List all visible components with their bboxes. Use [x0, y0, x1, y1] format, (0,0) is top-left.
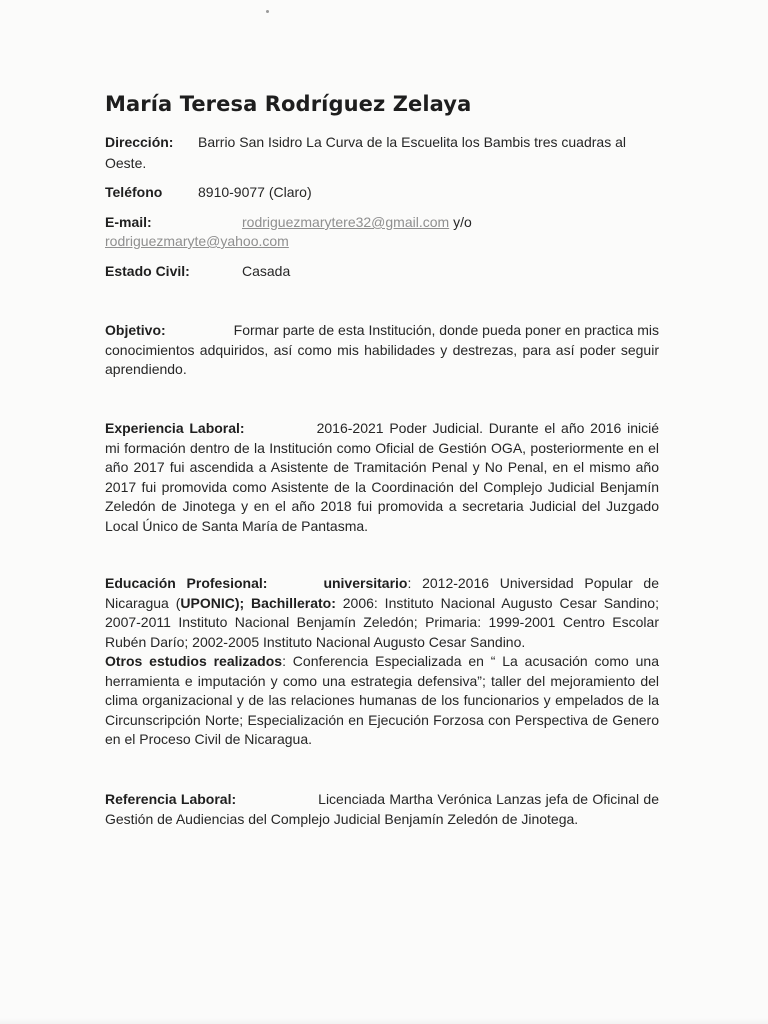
education-university-label: universitario: [323, 575, 408, 591]
reference-label: Referencia Laboral:: [105, 791, 237, 807]
scan-speck: [266, 10, 269, 13]
phone-label: Teléfono: [105, 184, 163, 200]
email-secondary-row: [105, 232, 289, 252]
education-bachillerato-label: ; Bachillerato:: [239, 594, 336, 611]
education-label: Educación Profesional:: [105, 575, 268, 591]
address-label: Dirección:: [105, 134, 174, 150]
experience-section: [105, 419, 659, 536]
reference-text: Licenciada Martha Verónica Lanzas jefa de Oficinal de Gestión de Audiencias del Complejo Judicial Benjamín Zeledón de Jinotega.: [105, 791, 659, 827]
experience-label: Experiencia Laboral:: [105, 420, 245, 436]
objective-section: [105, 321, 659, 380]
email-label: E-mail:: [105, 214, 152, 230]
experience-text: 2016-2021 Poder Judicial. Durante el año 2016 inicié mi formación dentro de la Institución como Oficial de Gestión OGA, posteriormente en el año 2017 fui ascendida a Asistente de Tramitación Penal y No Penal, en el mismo año 2017 fui promovida como Asistente de la Coordinación del Complejo Judicial Benjamín Zeledón de Jinotega y en el año 2018 fui promovida a secretaria Judicial del Juzgado Local Único de Santa María de Pantasma.: [105, 420, 660, 534]
reference-section: [105, 790, 659, 829]
civil-status-row: [105, 262, 190, 282]
civil-status-value: Casada: [242, 263, 291, 279]
objective-text: Formar parte de esta Institución, donde pueda poner en practica mis conocimientos adquiridos, así como mis habilidades y destrezas, para así poder seguir aprendiendo.: [105, 322, 659, 377]
education-university-text: : 2012-2016 Universidad Popular de Nicaragua (: [105, 575, 659, 611]
civil-status-label: Estado Civil:: [105, 263, 190, 279]
email-secondary-link[interactable]: rodriguezmaryte@yahoo.com: [105, 233, 289, 249]
email-primary-link[interactable]: rodriguezmarytere32@gmail.com: [242, 214, 450, 230]
objective-label: Objetivo:: [105, 322, 166, 338]
phone-value: 8910-9077 (Claro): [198, 184, 312, 200]
email-connector: y/o: [453, 214, 472, 230]
education-uponic: UPONIC): [180, 594, 240, 611]
address-value-line2: Oeste.: [105, 155, 147, 171]
address-row: [105, 133, 173, 153]
education-section: [105, 574, 659, 750]
email-row: [105, 213, 152, 233]
email-primary-row: [242, 213, 472, 233]
cv-title-name: María Teresa Rodríguez Zelaya: [105, 92, 472, 116]
address-value-line1: Barrio San Isidro La Curva de la Escuelita los Bambis tres cuadras al: [198, 134, 626, 150]
phone-row: [105, 183, 162, 203]
education-bachillerato-text: 2006: Instituto Nacional Augusto Cesar Sandino; 2007-2011 Instituto Nacional Benjamín Zeledón; Primaria: 1999-2001 Centro Escolar Rubén Darío; 2002-2005 Instituto Nacional Augusto Cesar Sandino.: [105, 594, 659, 650]
page-bottom-edge: [0, 1018, 768, 1024]
education-other-label: Otros estudios realizados: [105, 653, 283, 669]
education-other-text: : Conferencia Especializada en “ La acusación como una herramienta e imputación y como una estrategia defensiva”; taller del mejoramiento del clima organizacional y de las relaciones humanas de los funcionarios y empelados de la Circunscripción Norte; Especialización en Ejecución Forzosa con Perspectiva de Genero en el Proceso Civil de Nicaragua.: [105, 653, 659, 747]
